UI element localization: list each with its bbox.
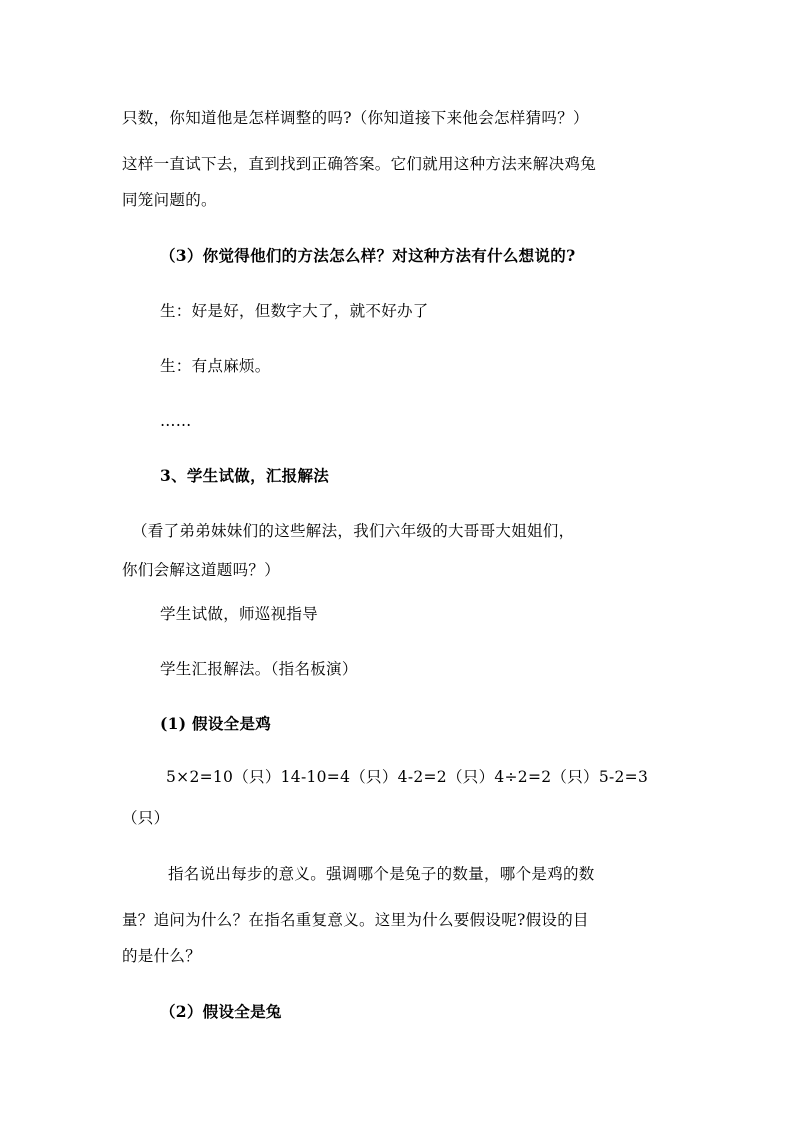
equation-line: （只） — [122, 809, 170, 827]
section-heading: （3）你觉得他们的方法怎么样？对这种方法有什么想说的? — [160, 246, 576, 265]
paragraph-line: 学生汇报解法。（指名板演） — [160, 660, 358, 678]
paragraph-line: 同笼问题的。 — [122, 191, 217, 209]
paragraph-line: 指名说出每步的意义。强调哪个是兔子的数量，哪个是鸡的数 — [168, 865, 595, 883]
paragraph-line: 的是什么？ — [122, 947, 202, 965]
paragraph-line: 量？追问为什么？在指名重复意义。这里为什么要假设呢?假设的目 — [122, 911, 589, 929]
ellipsis: …… — [160, 412, 192, 430]
paragraph-line: （看了弟弟妹妹们的这些解法，我们六年级的大哥哥大姐姐们， — [132, 522, 575, 540]
student-response: 生：有点麻烦。 — [160, 357, 271, 375]
section-heading: (1) 假设全是鸡 — [160, 714, 272, 733]
section-heading: 3、学生试做，汇报解法 — [160, 466, 330, 485]
paragraph-line: 只数，你知道他是怎样调整的吗?（你知道接下来他会怎样猜吗？） — [122, 109, 589, 127]
paragraph-line: 这样一直试下去，直到找到正确答案。它们就用这种方法来解决鸡兔 — [122, 155, 597, 173]
section-heading: （2）假设全是兔 — [160, 1002, 282, 1021]
equation-line: 5×2=10（只）14-10=4（只）4-2=2（只）4÷2=2（只）5-2=3 — [166, 768, 649, 786]
paragraph-line: 你们会解这道题吗？） — [122, 561, 281, 579]
paragraph-line: 学生试做，师巡视指导 — [160, 605, 319, 623]
student-response: 生：好是好，但数字大了，就不好办了 — [160, 302, 429, 320]
